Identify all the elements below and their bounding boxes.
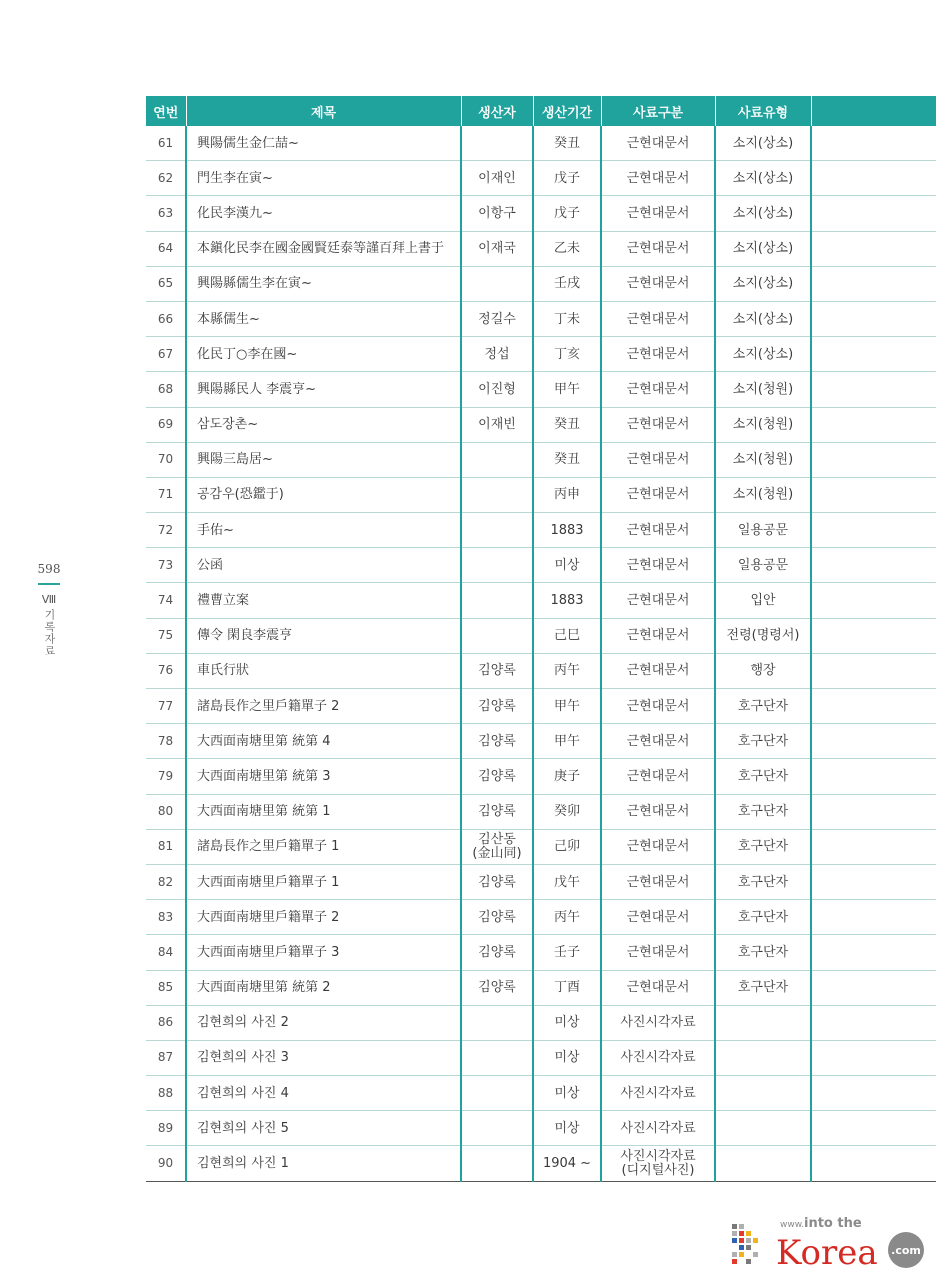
category-cell: 근현대문서	[601, 161, 715, 196]
title-cell: 삼도장촌~	[186, 407, 461, 442]
period-cell: 癸丑	[533, 407, 601, 442]
type-cell: 소지(상소)	[715, 266, 811, 301]
category-cell: 사진시각자료	[601, 1111, 715, 1146]
table-row	[146, 407, 936, 442]
producer-cell: 김양록	[461, 935, 533, 970]
column-header-7	[811, 96, 936, 126]
producer-cell	[461, 548, 533, 583]
category-cell: 근현대문서	[601, 231, 715, 266]
table-row	[146, 1111, 936, 1146]
table-row	[146, 864, 936, 899]
producer-cell	[461, 266, 533, 301]
title-cell: 김현희의 사진 1	[186, 1146, 461, 1181]
logo-mark-icon	[732, 1224, 758, 1264]
producer-cell	[461, 1111, 533, 1146]
period-cell: 甲午	[533, 689, 601, 724]
type-cell: 소지(상소)	[715, 196, 811, 231]
extra-cell	[811, 513, 936, 548]
table-row	[146, 900, 936, 935]
period-cell: 壬子	[533, 935, 601, 970]
category-cell: 근현대문서	[601, 337, 715, 372]
title-cell: 本縣儒生~	[186, 301, 461, 336]
type-cell: 전령(명령서)	[715, 618, 811, 653]
extra-cell	[811, 653, 936, 688]
serial-cell: 80	[146, 794, 186, 829]
category-cell: 사진시각자료	[601, 1076, 715, 1111]
type-cell: 호구단자	[715, 724, 811, 759]
extra-cell	[811, 301, 936, 336]
extra-cell	[811, 759, 936, 794]
serial-cell: 74	[146, 583, 186, 618]
serial-cell: 65	[146, 266, 186, 301]
title-cell: 本鎭化民李在國金國賢廷泰等謹百拜上書于	[186, 231, 461, 266]
title-cell: 興陽三島居~	[186, 442, 461, 477]
title-cell: 諸島長作之里戶籍單子 2	[186, 689, 461, 724]
extra-cell	[811, 407, 936, 442]
serial-cell: 64	[146, 231, 186, 266]
type-cell: 소지(청원)	[715, 407, 811, 442]
serial-cell: 61	[146, 126, 186, 161]
serial-cell: 83	[146, 900, 186, 935]
title-cell: 공감우(恐鑑于)	[186, 477, 461, 512]
extra-cell	[811, 1005, 936, 1040]
type-cell: 호구단자	[715, 935, 811, 970]
producer-cell	[461, 513, 533, 548]
producer-cell	[461, 442, 533, 477]
type-cell: 소지(청원)	[715, 442, 811, 477]
serial-cell: 84	[146, 935, 186, 970]
table-header	[146, 96, 936, 126]
type-cell: 소지(상소)	[715, 337, 811, 372]
period-cell: 戊子	[533, 161, 601, 196]
extra-cell	[811, 794, 936, 829]
extra-cell	[811, 1040, 936, 1075]
extra-cell	[811, 1146, 936, 1181]
producer-cell: 정섭	[461, 337, 533, 372]
logo-suffix: .com	[891, 1244, 921, 1257]
serial-cell: 79	[146, 759, 186, 794]
type-cell	[715, 1111, 811, 1146]
period-cell: 己巳	[533, 618, 601, 653]
table-row	[146, 583, 936, 618]
category-cell: 근현대문서	[601, 407, 715, 442]
type-cell: 호구단자	[715, 829, 811, 864]
title-cell: 大西面南塘里戶籍單子 2	[186, 900, 461, 935]
producer-cell: 이재국	[461, 231, 533, 266]
table-row	[146, 794, 936, 829]
category-cell: 사진시각자료 (디지털사진)	[601, 1146, 715, 1181]
table-row	[146, 548, 936, 583]
category-cell: 근현대문서	[601, 618, 715, 653]
table-row	[146, 1146, 936, 1181]
producer-cell: 이항구	[461, 196, 533, 231]
serial-cell: 89	[146, 1111, 186, 1146]
category-cell: 근현대문서	[601, 900, 715, 935]
serial-cell: 90	[146, 1146, 186, 1181]
period-cell: 癸丑	[533, 126, 601, 161]
title-cell: 傳令 閑良李震亨	[186, 618, 461, 653]
table-row	[146, 372, 936, 407]
producer-cell	[461, 1076, 533, 1111]
serial-cell: 71	[146, 477, 186, 512]
extra-cell	[811, 935, 936, 970]
period-cell: 丙午	[533, 900, 601, 935]
serial-cell: 69	[146, 407, 186, 442]
serial-cell: 86	[146, 1005, 186, 1040]
extra-cell	[811, 900, 936, 935]
logo-www: www.	[780, 1220, 805, 1230]
type-cell: 호구단자	[715, 864, 811, 899]
producer-cell: 김양록	[461, 724, 533, 759]
table-row	[146, 161, 936, 196]
title-cell: 化民李漢九~	[186, 196, 461, 231]
table-row	[146, 442, 936, 477]
title-cell: 大西面南塘里第 統第 1	[186, 794, 461, 829]
type-cell: 소지(상소)	[715, 161, 811, 196]
category-cell: 근현대문서	[601, 442, 715, 477]
extra-cell	[811, 126, 936, 161]
column-header-4: 생산기간	[533, 96, 601, 126]
title-cell: 公函	[186, 548, 461, 583]
period-cell: 庚子	[533, 759, 601, 794]
category-cell: 근현대문서	[601, 266, 715, 301]
table-row	[146, 759, 936, 794]
title-cell: 김현희의 사진 2	[186, 1005, 461, 1040]
period-cell: 1883	[533, 583, 601, 618]
title-cell: 大西面南塘里第 統第 4	[186, 724, 461, 759]
title-cell: 門生李在寅~	[186, 161, 461, 196]
producer-cell: 김양록	[461, 970, 533, 1005]
producer-cell: 이재빈	[461, 407, 533, 442]
producer-cell	[461, 477, 533, 512]
period-cell: 甲午	[533, 724, 601, 759]
extra-cell	[811, 1076, 936, 1111]
category-cell: 사진시각자료	[601, 1040, 715, 1075]
producer-cell: 김양록	[461, 689, 533, 724]
title-cell: 諸島長作之里戶籍單子 1	[186, 829, 461, 864]
column-header-2: 제목	[186, 96, 461, 126]
category-cell: 근현대문서	[601, 196, 715, 231]
producer-cell	[461, 126, 533, 161]
extra-cell	[811, 970, 936, 1005]
category-cell: 근현대문서	[601, 583, 715, 618]
table-row	[146, 618, 936, 653]
type-cell: 소지(청원)	[715, 477, 811, 512]
period-cell: 丙午	[533, 653, 601, 688]
producer-cell: 김양록	[461, 900, 533, 935]
period-cell: 1904 ~	[533, 1146, 601, 1181]
period-cell: 壬戌	[533, 266, 601, 301]
period-cell: 미상	[533, 1111, 601, 1146]
serial-cell: 63	[146, 196, 186, 231]
period-cell: 丙申	[533, 477, 601, 512]
type-cell	[715, 1146, 811, 1181]
period-cell: 丁亥	[533, 337, 601, 372]
period-cell: 1883	[533, 513, 601, 548]
page-margin	[28, 562, 70, 657]
table-row	[146, 513, 936, 548]
extra-cell	[811, 829, 936, 864]
period-cell: 戊午	[533, 864, 601, 899]
producer-cell: 김양록	[461, 794, 533, 829]
serial-cell: 82	[146, 864, 186, 899]
title-cell: 김현희의 사진 3	[186, 1040, 461, 1075]
margin-divider	[38, 583, 60, 585]
logo-brand: Korea	[776, 1233, 878, 1272]
category-cell: 사진시각자료	[601, 1005, 715, 1040]
title-cell: 大西面南塘里戶籍單子 1	[186, 864, 461, 899]
category-cell: 근현대문서	[601, 794, 715, 829]
producer-cell: 김양록	[461, 864, 533, 899]
serial-cell: 72	[146, 513, 186, 548]
period-cell: 미상	[533, 1040, 601, 1075]
type-cell: 호구단자	[715, 689, 811, 724]
type-cell: 호구단자	[715, 970, 811, 1005]
table-row	[146, 689, 936, 724]
extra-cell	[811, 442, 936, 477]
period-cell: 乙未	[533, 231, 601, 266]
category-cell: 근현대문서	[601, 477, 715, 512]
serial-cell: 73	[146, 548, 186, 583]
column-header-3: 생산자	[461, 96, 533, 126]
table-row	[146, 829, 936, 864]
extra-cell	[811, 864, 936, 899]
extra-cell	[811, 196, 936, 231]
type-cell: 호구단자	[715, 794, 811, 829]
type-cell	[715, 1040, 811, 1075]
table-body	[146, 126, 936, 1181]
extra-cell	[811, 231, 936, 266]
title-cell: 興陽儒生金仁喆~	[186, 126, 461, 161]
producer-cell	[461, 1005, 533, 1040]
period-cell: 丁酉	[533, 970, 601, 1005]
table-row	[146, 1040, 936, 1075]
extra-cell	[811, 1111, 936, 1146]
extra-cell	[811, 689, 936, 724]
serial-cell: 75	[146, 618, 186, 653]
type-cell: 행장	[715, 653, 811, 688]
table-row	[146, 231, 936, 266]
title-cell: 手佑~	[186, 513, 461, 548]
serial-cell: 78	[146, 724, 186, 759]
producer-cell: 김양록	[461, 759, 533, 794]
period-cell: 丁未	[533, 301, 601, 336]
serial-cell: 70	[146, 442, 186, 477]
category-cell: 근현대문서	[601, 970, 715, 1005]
title-cell: 車氏行狀	[186, 653, 461, 688]
type-cell	[715, 1076, 811, 1111]
serial-cell: 68	[146, 372, 186, 407]
logo-into-the: into the	[804, 1216, 862, 1231]
category-cell: 근현대문서	[601, 548, 715, 583]
column-header-6: 사료유형	[715, 96, 811, 126]
records-table	[146, 96, 936, 1182]
category-cell: 근현대문서	[601, 724, 715, 759]
period-cell: 癸丑	[533, 442, 601, 477]
type-cell: 호구단자	[715, 759, 811, 794]
type-cell: 호구단자	[715, 900, 811, 935]
period-cell: 戊子	[533, 196, 601, 231]
category-cell: 근현대문서	[601, 513, 715, 548]
serial-cell: 81	[146, 829, 186, 864]
type-cell: 소지(상소)	[715, 126, 811, 161]
table-row	[146, 935, 936, 970]
title-cell: 興陽縣儒生李在寅~	[186, 266, 461, 301]
title-cell: 김현희의 사진 4	[186, 1076, 461, 1111]
title-cell: 化民丁○李在國~	[186, 337, 461, 372]
table-row	[146, 970, 936, 1005]
table-row	[146, 653, 936, 688]
category-cell: 근현대문서	[601, 829, 715, 864]
category-cell: 근현대문서	[601, 653, 715, 688]
extra-cell	[811, 548, 936, 583]
producer-cell	[461, 618, 533, 653]
type-cell: 입안	[715, 583, 811, 618]
period-cell: 미상	[533, 548, 601, 583]
producer-cell	[461, 1146, 533, 1181]
extra-cell	[811, 724, 936, 759]
type-cell	[715, 1005, 811, 1040]
serial-cell: 87	[146, 1040, 186, 1075]
producer-cell: 정길수	[461, 301, 533, 336]
title-cell: 禮曹立案	[186, 583, 461, 618]
serial-cell: 76	[146, 653, 186, 688]
serial-cell: 77	[146, 689, 186, 724]
table-row	[146, 301, 936, 336]
extra-cell	[811, 337, 936, 372]
table-row	[146, 337, 936, 372]
type-cell: 소지(상소)	[715, 301, 811, 336]
extra-cell	[811, 618, 936, 653]
section-numeral: Ⅷ	[41, 593, 57, 606]
table-row	[146, 126, 936, 161]
producer-cell	[461, 1040, 533, 1075]
category-cell: 근현대문서	[601, 372, 715, 407]
serial-cell: 88	[146, 1076, 186, 1111]
column-header-5: 사료구분	[601, 96, 715, 126]
table-row	[146, 477, 936, 512]
category-cell: 근현대문서	[601, 301, 715, 336]
period-cell: 癸卯	[533, 794, 601, 829]
producer-cell: 김산동 (金山同)	[461, 829, 533, 864]
title-cell: 大西面南塘里第 統第 3	[186, 759, 461, 794]
serial-cell: 85	[146, 970, 186, 1005]
title-cell: 興陽縣民人 李震亨~	[186, 372, 461, 407]
serial-cell: 66	[146, 301, 186, 336]
category-cell: 근현대문서	[601, 864, 715, 899]
producer-cell: 김양록	[461, 653, 533, 688]
title-cell: 김현희의 사진 5	[186, 1111, 461, 1146]
table-row	[146, 1005, 936, 1040]
extra-cell	[811, 161, 936, 196]
extra-cell	[811, 583, 936, 618]
type-cell: 소지(청원)	[715, 372, 811, 407]
producer-cell: 이진형	[461, 372, 533, 407]
into-the-korea-logo	[730, 1212, 926, 1272]
type-cell: 소지(상소)	[715, 231, 811, 266]
period-cell: 己卯	[533, 829, 601, 864]
category-cell: 근현대문서	[601, 126, 715, 161]
period-cell: 미상	[533, 1076, 601, 1111]
table-row	[146, 266, 936, 301]
table-row	[146, 196, 936, 231]
producer-cell: 이재인	[461, 161, 533, 196]
title-cell: 大西面南塘里戶籍單子 3	[186, 935, 461, 970]
category-cell: 근현대문서	[601, 935, 715, 970]
type-cell: 일용공문	[715, 513, 811, 548]
extra-cell	[811, 372, 936, 407]
title-cell: 大西面南塘里第 統第 2	[186, 970, 461, 1005]
category-cell: 근현대문서	[601, 759, 715, 794]
table-row	[146, 724, 936, 759]
category-cell: 근현대문서	[601, 689, 715, 724]
column-header-1: 연번	[146, 96, 186, 126]
type-cell: 일용공문	[715, 548, 811, 583]
producer-cell	[461, 583, 533, 618]
extra-cell	[811, 266, 936, 301]
extra-cell	[811, 477, 936, 512]
serial-cell: 67	[146, 337, 186, 372]
section-title: 기록자료	[43, 609, 56, 657]
period-cell: 甲午	[533, 372, 601, 407]
period-cell: 미상	[533, 1005, 601, 1040]
serial-cell: 62	[146, 161, 186, 196]
table-row	[146, 1076, 936, 1111]
page-number: 598	[37, 562, 61, 576]
